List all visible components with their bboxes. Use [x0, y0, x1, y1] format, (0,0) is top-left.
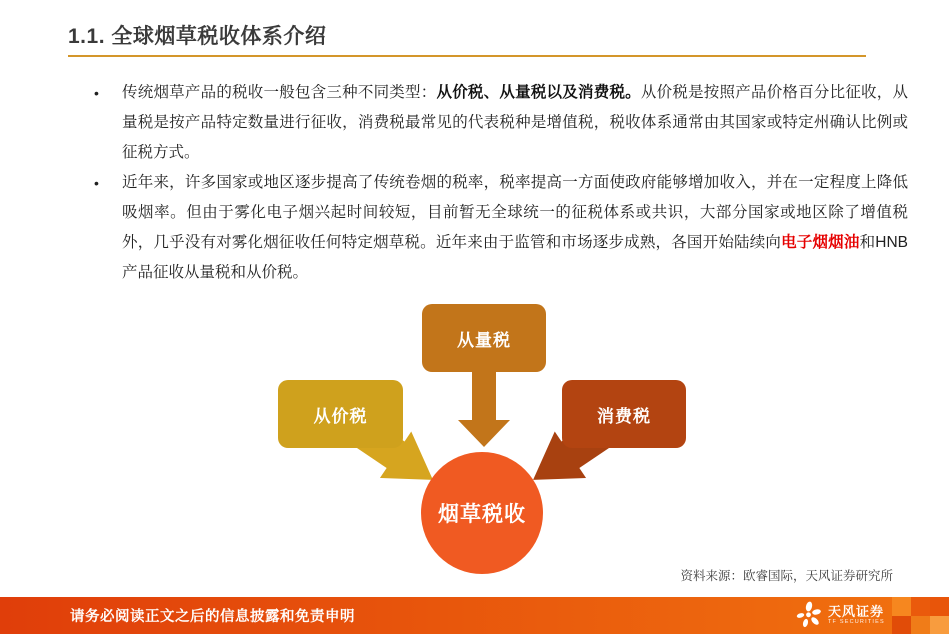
brand-name: 天风证券 [828, 603, 885, 619]
diagram-box-advalorem-tax [278, 380, 403, 448]
body-text [86, 78, 908, 288]
source-note: 资料来源：欧睿国际，天风证券研究所 [680, 569, 893, 583]
diagram-box-consumption-tax [562, 380, 686, 448]
footer-disclaimer: 请务必阅读正文之后的信息披露和免责申明 [70, 609, 355, 625]
brand-subtitle: TF SECURITIES [828, 618, 885, 625]
text-segment: 从价税是按照产品价格百分比征收，从量税是按产品特定数量进行征收，消费税最常见的代表税种是增值税，税收体系通常由其国家或特定州确认比例或征税方式。 [122, 84, 908, 161]
footer-mosaic-decoration [892, 597, 949, 634]
tax-diagram [0, 300, 949, 592]
page-title: 1.1. 全球烟草税收体系介绍 [68, 25, 327, 48]
diagram-box-label: 消费税 [597, 406, 651, 426]
brand-logo [795, 601, 885, 629]
volume-arrow [458, 366, 510, 447]
footer-bar [0, 597, 949, 634]
diagram-box-label: 从价税 [313, 406, 368, 426]
text-segment: 从价税、从量税以及消费税。 [436, 84, 641, 101]
text-segment: 近年来，许多国家或地区逐步提高了传统卷烟的税率，税率提高一方面使政府能够增加收入，并在一定程度上降低吸烟率。但由于雾化电子烟兴起时间较短，目前暂无全球统一的征税体系或共识，大部分国家或地区除了增值税外，几乎没有对雾化烟征收任何特定烟草税。近年来由于监管和市场逐步成熟，各国开始陆续向 [122, 174, 908, 251]
tf-flower-icon [795, 601, 823, 629]
diagram-center-tobacco-tax [421, 452, 543, 574]
diagram-box-label: 从量税 [457, 330, 511, 350]
bullet-item [86, 168, 908, 288]
diagram-box-volume-tax [422, 304, 546, 372]
title-underline [68, 55, 866, 57]
bullet-dot: • [94, 175, 99, 191]
text-segment: 和HNB产品征收从量税和从价税。 [122, 234, 908, 281]
bullet-dot: • [94, 85, 99, 101]
text-segment: 电子烟烟油 [781, 234, 860, 251]
diagram-center-label: 烟草税收 [438, 503, 526, 526]
bullet-item [86, 78, 908, 168]
text-segment: 传统烟草产品的税收一般包含三种不同类型： [122, 84, 437, 101]
